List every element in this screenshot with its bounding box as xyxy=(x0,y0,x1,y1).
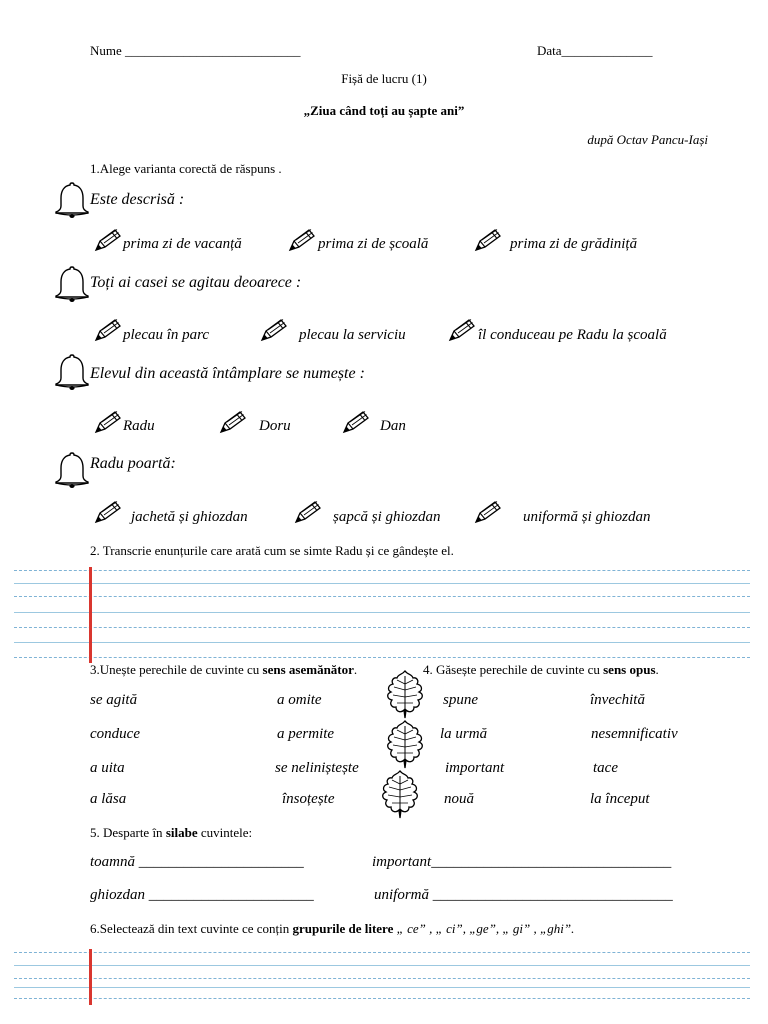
ex6-instruction xyxy=(90,921,574,937)
name-field-label: Nume ___________________________ xyxy=(90,43,301,58)
ruled-line xyxy=(14,596,750,597)
writing-lines[interactable] xyxy=(14,568,750,663)
ex4-left-word[interactable]: la urmă xyxy=(440,726,488,742)
pencil-icon xyxy=(92,228,122,254)
q2-option-3[interactable]: îl conduceau pe Radu la școală xyxy=(478,327,667,343)
ex3-right-word[interactable]: însoțește xyxy=(282,791,335,807)
ruled-line xyxy=(14,978,750,979)
ex6-letter-groups: „ ce” , „ ci”, „ge”, „ gi” , „ghi”. xyxy=(393,921,575,936)
q4-option-3[interactable]: uniformă și ghiozdan xyxy=(523,509,651,525)
syllable-word: important xyxy=(372,854,432,870)
q1-option-2[interactable]: prima zi de școală xyxy=(318,236,429,252)
q2-option-1[interactable]: plecau în parc xyxy=(123,327,210,343)
date-field-label: Data______________ xyxy=(537,43,653,58)
q4-option-1[interactable]: jachetă și ghiozdan xyxy=(131,509,248,525)
ex4-instruction xyxy=(423,662,659,678)
author-credit: după Octav Pancu-Iași xyxy=(587,132,708,147)
syllable-word: toamnă xyxy=(90,854,135,870)
ex4-right-word[interactable]: la început xyxy=(590,791,650,807)
q3-option-2[interactable]: Doru xyxy=(259,418,291,434)
syllable-word-important xyxy=(372,854,671,871)
syllable-word: uniformă xyxy=(374,887,430,903)
ruled-line xyxy=(14,570,750,571)
ex4-right-word[interactable]: nesemnificativ xyxy=(591,726,678,742)
syllable-word-toamna xyxy=(90,854,304,871)
q3-option-1[interactable]: Radu xyxy=(123,418,155,434)
ex3-instruction-text: 3.Unește perechile de cuvinte cu xyxy=(90,662,263,677)
ex3-right-word[interactable]: a omite xyxy=(277,692,322,708)
ex3-left-word[interactable]: se agită xyxy=(90,692,138,708)
pencil-icon xyxy=(472,228,502,254)
ruled-line xyxy=(14,998,750,999)
ruled-line xyxy=(14,952,750,953)
question-3: Elevul din această întâmplare se numește : xyxy=(90,365,365,382)
worksheet-title: „Ziua când toți au șapte ani” xyxy=(303,103,465,118)
syllable-word-uniforma xyxy=(374,887,673,904)
pencil-icon xyxy=(92,318,122,344)
ex3-left-word[interactable]: a lăsa xyxy=(90,791,127,807)
worksheet-label: Fișă de lucru (1) xyxy=(341,71,427,86)
question-1: Este descrisă : xyxy=(90,191,185,208)
syllable-blank[interactable]: ________________________________ xyxy=(432,887,673,903)
ex3-left-word[interactable]: conduce xyxy=(90,726,140,742)
question-4: Radu poartă: xyxy=(90,455,176,472)
ex4-left-word[interactable]: nouă xyxy=(444,791,474,807)
ex6-instruction-text: 6.Selectează din text cuvinte ce conțin xyxy=(90,921,293,936)
q1-option-3[interactable]: prima zi de grădiniță xyxy=(510,236,638,252)
ex5-instruction-text: 5. Desparte în xyxy=(90,825,166,840)
ruled-line xyxy=(14,657,750,658)
ruled-line xyxy=(14,627,750,628)
ex1-instruction: 1.Alege varianta corectă de răspuns . xyxy=(90,161,282,176)
bell-icon xyxy=(52,352,92,392)
ex3-right-word[interactable]: a permite xyxy=(277,726,335,742)
q1-option-1[interactable]: prima zi de vacanță xyxy=(123,236,242,252)
ex3-left-word[interactable]: a uita xyxy=(90,760,125,776)
ruled-line xyxy=(14,642,750,643)
leaf-icon xyxy=(378,768,422,820)
writing-lines[interactable] xyxy=(14,950,750,1010)
pencil-icon xyxy=(340,410,370,436)
ex3-instruction xyxy=(90,662,357,678)
ruled-line xyxy=(14,987,750,988)
ex4-instruction-end: . xyxy=(655,662,659,677)
pencil-icon xyxy=(92,410,122,436)
ex4-left-word[interactable]: important xyxy=(445,760,505,776)
syllable-blank[interactable]: ______________________ xyxy=(148,887,314,903)
pencil-icon xyxy=(286,228,316,254)
ex5-instruction-bold: silabe xyxy=(165,825,198,840)
pencil-icon xyxy=(292,500,322,526)
syllable-blank[interactable]: ________________________________ xyxy=(431,854,672,870)
q2-option-2[interactable]: plecau la serviciu xyxy=(299,327,406,343)
ex4-right-word[interactable]: tace xyxy=(593,760,618,776)
syllable-blank[interactable]: ______________________ xyxy=(138,854,304,870)
q3-option-3[interactable]: Dan xyxy=(380,418,406,434)
ex6-instruction-bold: grupurile de litere xyxy=(292,921,394,936)
bell-icon xyxy=(52,264,92,304)
ruled-line xyxy=(14,583,750,584)
pencil-icon xyxy=(446,318,476,344)
syllable-word: ghiozdan xyxy=(90,887,146,903)
pencil-icon xyxy=(258,318,288,344)
pencil-icon xyxy=(472,500,502,526)
q4-option-2[interactable]: șapcă și ghiozdan xyxy=(333,509,441,525)
leaf-icon xyxy=(383,668,427,720)
margin-line xyxy=(89,949,92,1005)
ex4-right-word[interactable]: învechită xyxy=(590,692,645,708)
ex3-instruction-end: . xyxy=(353,662,358,677)
ex4-instruction-text: 4. Găsește perechile de cuvinte cu xyxy=(423,662,604,677)
question-2: Toți ai casei se agitau deoarece : xyxy=(90,274,302,291)
bell-icon xyxy=(52,180,92,220)
ex3-instruction-bold: sens asemănător xyxy=(262,662,354,677)
bell-icon xyxy=(52,450,92,490)
pencil-icon xyxy=(92,500,122,526)
ex5-instruction xyxy=(90,825,252,841)
ex4-left-word[interactable]: spune xyxy=(443,692,478,708)
margin-line xyxy=(89,567,92,663)
ex4-instruction-bold: sens opus xyxy=(603,662,656,677)
syllable-word-ghiozdan xyxy=(90,887,314,904)
ex5-instruction-end: cuvintele: xyxy=(197,825,253,840)
ex2-instruction: 2. Transcrie enunțurile care arată cum se simte Radu și ce gândește el. xyxy=(90,543,454,558)
ex3-right-word[interactable]: se neliniștește xyxy=(275,760,359,776)
leaf-icon xyxy=(383,718,427,770)
ruled-line xyxy=(14,965,750,966)
ruled-line xyxy=(14,612,750,613)
pencil-icon xyxy=(217,410,247,436)
